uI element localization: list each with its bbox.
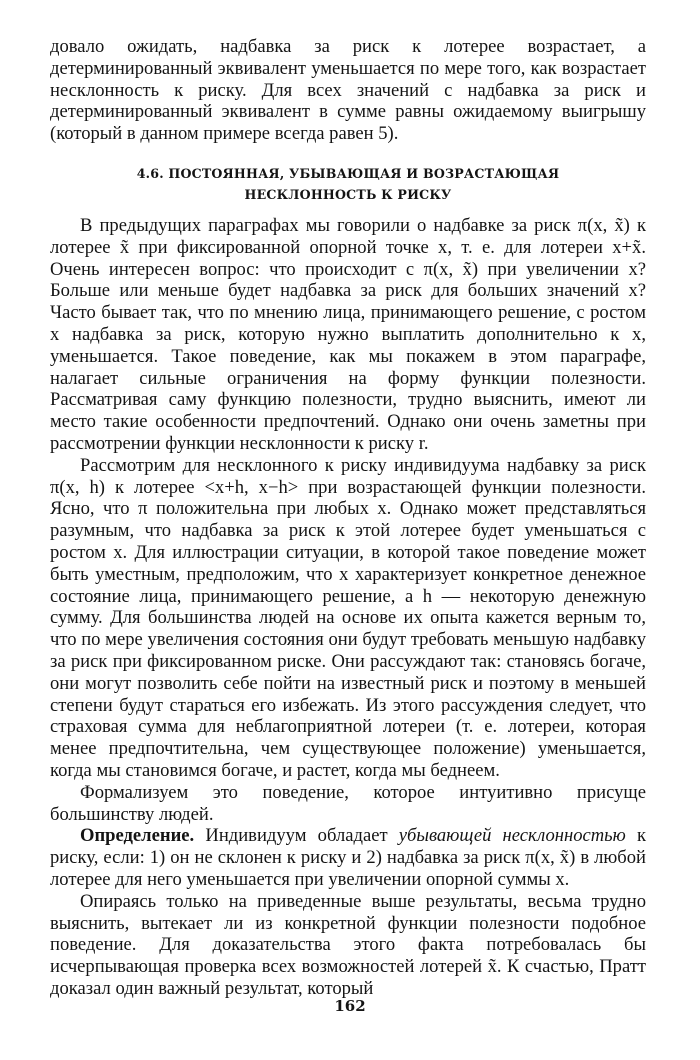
top-text-block [50, 36, 646, 145]
paragraph-risk-premium-intro: В предыдущих параграфах мы говорили о надбавке за риск π(x, x̃) к лотерее x̃ при фиксированной опорной точке x, т. е. для лотереи x+x̃. Очень интересен вопрос: что происходит с π(x, x̃) при увеличении x? Больше или меньше будет надбавка за риск для больших значений x? Часто бывает так, что по мнению лица, принимающего решение, с ростом x надбавка за риск, которую нужно выплатить дополнительно к x, уменьшается. Такое поведение, как мы покажем в этом параграфе, налагает сильные ограничения на форму функции полезности. Рассматривая саму функцию полезности, трудно выяснить, имеют ли место такие особенности предпочтений. Однако они очень заметны при рассмотрении функции несклонности к риску r. [50, 215, 646, 454]
section-heading-line-2: НЕСКЛОННОСТЬ К РИСКУ [244, 187, 452, 202]
continued-paragraph: довало ожидать, надбавка за риск к лотерее возрастает, а детерминированный эквивалент уменьшается по мере того, как возрастает несклонность к риску. Для всех значений c надбавка за риск и детерминированный эквивалент в сумме равны ожидаемому выигрышу (который в данном примере всегда равен 5). [50, 36, 646, 145]
main-text-block [50, 215, 646, 1000]
section-heading [50, 163, 646, 205]
definition-text-after: к риску, если: 1) он не склонен к риску и 2) надбавка за риск π(x, x̃) в любой лотерее для него уменьшается при увеличении опорной суммы x. [50, 825, 646, 890]
paragraph-risk-premium-example: Рассмотрим для несклонного к риску индивидуума надбавку за риск π(x, h) к лотерее <x+h, x−h> при возрастающей функции полезности. Ясно, что π положительна при любых x. Однако может представляться разумным, что надбавка за риск к этой лотерее будет уменьшаться с ростом x. Для иллюстрации ситуации, в которой такое поведение может быть уместным, предположим, что x характеризует конкретное денежное состояние лица, принимающего решение, а h — некоторую денежную сумму. Для большинства людей на основе их опыта кажется верным то, что по мере увеличения состояния они будут требовать меньшую надбавку за риск при фиксированном риске. Они рассуждают так: становясь богаче, они могут позволить себе пойти на известный риск и поэтому в меньшей степени будут стараться его избежать. Из этого рассуждения следует, что страховая сумма для неблагоприятной лотереи (т. е. лотереи, которая менее предпочтительна, чем существующее положение) уменьшается, когда мы становимся богаче, и растет, когда мы беднеем. [50, 454, 646, 781]
paragraph-formalize: Формализуем это поведение, которое интуитивно присуще большинству людей. [50, 781, 646, 825]
definition-term: убывающей несклонностью [398, 825, 626, 847]
definition-text-before: Индивидуум обладает [205, 825, 388, 847]
definition-label: Определение. [80, 825, 195, 847]
page-number: 162 [334, 997, 366, 1015]
definition-paragraph [50, 825, 646, 890]
section-heading-line-1: 4.6. ПОСТОЯННАЯ, УБЫВАЮЩАЯ И ВОЗРАСТАЮЩАЯ [136, 166, 560, 181]
paragraph-pratt: Опираясь только на приведенные выше результаты, весьма трудно выяснить, вытекает ли из конкретной функции полезности подобное поведение. Для доказательства этого факта потребовалась бы исчерпывающая проверка всех возможностей лотерей x̃. К счастью, Пратт доказал один важный результат, который [50, 890, 646, 999]
